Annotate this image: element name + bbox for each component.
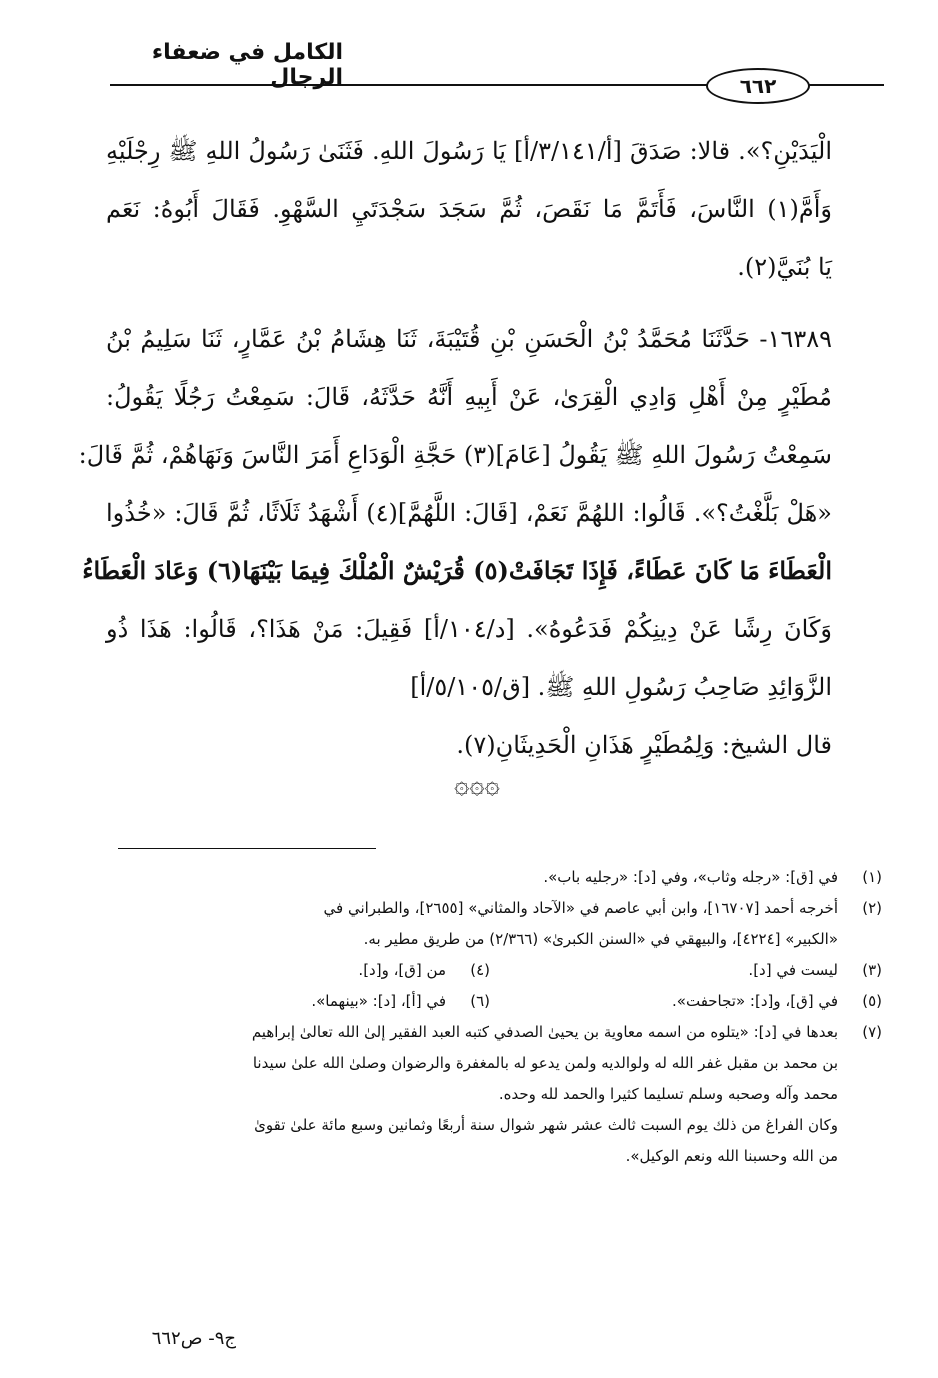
text-line: الْيَدَيْنِ؟». قالا: صَدَقَ [أ/٣/١٤١/أ] يَا رَسُولَ اللهِ. فَثَنَىٰ رَسُولُ اللهِ ﷺ رِجْلَيْهِ [106,137,833,165]
footnote-1 [114,862,882,893]
footnote-text: بن محمد بن مقبل غفر الله له ولوالديه ولمن يدعو له بالمغفرة والرضوان وصلىٰ الله علىٰ سيدنا [252,1054,838,1072]
footnote-number: (٥) [862,992,882,1010]
footnote-2 [114,893,882,955]
footnote-number: (٦) [470,992,490,1010]
running-head-title: الكامل في ضعفاء الرجال [151,40,343,90]
shaykh-comment-line: قال الشيخ: وَلِمُطَيْرٍ هَذَانِ الْحَدِيثَانِ(٧). [456,731,832,759]
footnote-text: من الله وحسبنا الله ونعم الوكيل». [625,1147,838,1165]
section-ornament: ۞۞۞ [454,770,500,800]
page-number-badge: ٦٦٢ [706,68,810,104]
footnote-text: بعدها في [د]: «يتلوه من اسمه معاوية بن يحيىٰ الصدفي كتبه العبد الفقير إلىٰ الله تعالىٰ إبراهيم [251,1023,838,1041]
footnotes [114,862,882,1172]
text-line: يَا بُنَيَّ(٢). [737,253,832,281]
footnote-text: ليست في [د]. [748,961,838,979]
footnote-text: في [أ]، [د]: «بينهما». [311,992,446,1010]
footnote-number: (٣) [862,961,882,979]
footnote-7 [114,1017,882,1172]
text-line: الزَّوَائِدِ صَاحِبُ رَسُولِ اللهِ ﷺ. [ق/٥/١٠٥/أ] [410,673,832,701]
hadith-heading-line: ١٦٣٨٩- حَدَّثَنَا مُحَمَّدُ بْنُ الْحَسَنِ بْنِ قُتَيْبَةَ، ثَنَا هِشَامُ بْنُ عَمَّارٍ، ثَنَا سَلِيمُ بْنُ [106,325,832,353]
text-line: وَأَمَّ(١) النَّاسَ، فَأَتَمَّ مَا نَقَصَ، ثُمَّ سَجَدَ سَجْدَتَيِ السَّهْوِ. فَقَالَ أَبُوهُ: نَعَم [106,195,832,223]
text-line: مُطَيْرٍ مِنْ أَهْلِ وَادِي الْقِرَىٰ، عَنْ أَبِيهِ أَنَّهُ حَدَّثَهُ، قَالَ: سَمِعْتُ رَجُلًا يَقُولُ: [106,383,832,411]
text-line: «هَلْ بَلَّغْتُ؟». قَالُوا: اللهُمَّ نَعَمْ، [قَالَ: اللَّهُمَّ](٤) أَشْهَدُ ثَلَاثًا، ثُمَّ قَالَ: «خُذُوا [106,499,832,527]
footnote-number: (٢) [862,899,882,917]
footnote-number: (١) [862,868,882,886]
footnote-number: (٧) [862,1023,882,1041]
footnote-separator [118,848,376,849]
main-text [78,122,833,774]
footnote-number: (٤) [470,961,490,979]
footnote-text: أخرجه أحمد [١٦٧٠٧]، وابن أبي عاصم في «الآحاد والمثاني» [٢٦٥٥]، والطبراني في [323,899,838,917]
footnote-text: في [ق]، و[د]: «تجاحفت». [672,992,838,1010]
footnote-row [114,986,882,1017]
text-line: الْعَطَاءَ مَا كَانَ عَطَاءً، فَإِذَا تَجَافَتْ(٥) قُرَيْشٌ الْمُلْكَ فِيمَا بَيْنَهَا(٦) وَعَادَ الْعَطَاءُ [82,556,832,585]
footnote-text: «الكبير» [٤٢٢٤]، والبيهقي في «السنن الكبرىٰ» (٢/٣٦٦) من طريق مطير به. [363,930,838,948]
footnote-text: في [ق]: «رجله وثاب»، وفي [د]: «رجليه باب». [543,868,838,886]
text-line: سَمِعْتُ رَسُولَ اللهِ ﷺ يَقُولُ [عَامَ](٣) حَجَّةِ الْوَدَاعِ أَمَرَ النَّاسَ وَنَهَاهُمْ، ثُمَّ قَالَ: [78,441,832,469]
footnote-text: وكان الفراغ من ذلك يوم السبت ثالث عشر شهر شوال سنة أربعًا وثمانين وسبع مائة علىٰ تقوىٰ [254,1116,838,1134]
text-line: وَكَانَ رِشًا عَنْ دِينِكُمْ فَدَعُوهُ». [د/١٠٤/أ] فَقِيلَ: مَنْ هَذَا؟، قَالُوا: هَذَا ذُو [106,615,832,643]
footnote-row [114,955,882,986]
footnote-text: محمد وآله وصحبه وسلم تسليما كثيرا والحمد لله وحده. [498,1085,838,1103]
footnote-text: من [ق]، و[د]. [358,961,446,979]
paragraph-gap [106,296,832,310]
volume-page-reference: ج٩- ص٦٦٢ [151,1328,236,1349]
